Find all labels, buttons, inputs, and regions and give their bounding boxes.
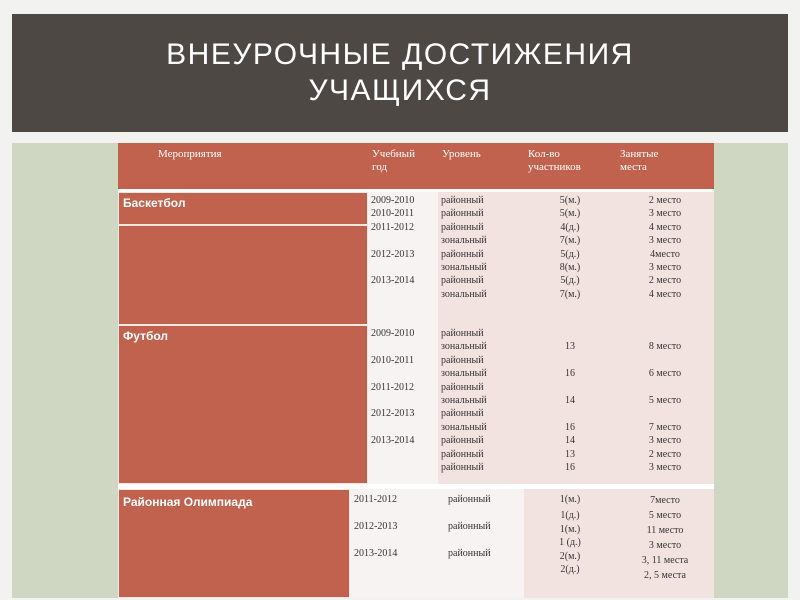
row-football-years: 2009-2010 2010-2011 2011-2012 2012-2013 2013-2014 bbox=[368, 325, 438, 484]
row-football-counts: 13 16 14 16 14 13 16 bbox=[524, 325, 616, 484]
row-basketball-places: 2 место 3 место 4 место 3 место 4место 3 место 2 место 4 место bbox=[616, 192, 714, 325]
row-basketball-name-lower bbox=[118, 225, 368, 325]
row-basketball-levels: районный районный районный зональный районный зональный районный зональный bbox=[438, 192, 524, 325]
row-basketball-years: 2009-2010 2010-2011 2011-2012 2012-2013 2013-2014 bbox=[368, 192, 438, 325]
row-separator bbox=[118, 484, 714, 489]
row-football-places: 8 место 6 место 5 место 7 место 3 место 2 место 3 место bbox=[616, 325, 714, 484]
header-event: Мероприятия bbox=[118, 143, 368, 189]
row-olympiad-levels: районный районный районный bbox=[438, 489, 524, 598]
row-football-levels: районный зональный районный зональный районный зональный районный зональный районный районный районный bbox=[438, 325, 524, 484]
header-places: Занятые места bbox=[616, 143, 714, 189]
row-olympiad-name: Районная Олимпиада bbox=[118, 489, 350, 598]
header-year: Учебный год bbox=[368, 143, 438, 189]
row-olympiad-counts: 1(м.) 1(д.) 1(м.) 1 (д.) 2(м.) 2(д.) bbox=[524, 489, 616, 598]
slide-title bbox=[12, 14, 788, 132]
content-panel bbox=[12, 143, 788, 598]
row-olympiad-years: 2011-2012 2012-2013 2013-2014 bbox=[350, 489, 438, 598]
row-separator bbox=[118, 189, 714, 192]
row-olympiad-places: 7место 5 место 11 место 3 место 3, 11 места 2, 5 места bbox=[616, 489, 714, 598]
slide-title-line-1: ВНЕУРОЧНЫЕ ДОСТИЖЕНИЯ bbox=[166, 38, 634, 71]
header-level: Уровень bbox=[438, 143, 524, 189]
row-basketball-counts: 5(м.) 5(м.) 4(д.) 7(м.) 5(д.) 8(м.) 5(д.) 7(м.) bbox=[524, 192, 616, 325]
row-football-name: Футбол bbox=[118, 325, 368, 484]
slide-title-line-2: УЧАЩИХСЯ bbox=[308, 74, 492, 107]
row-basketball-name: Баскетбол bbox=[118, 192, 368, 225]
header-count: Кол-во участников bbox=[524, 143, 616, 189]
